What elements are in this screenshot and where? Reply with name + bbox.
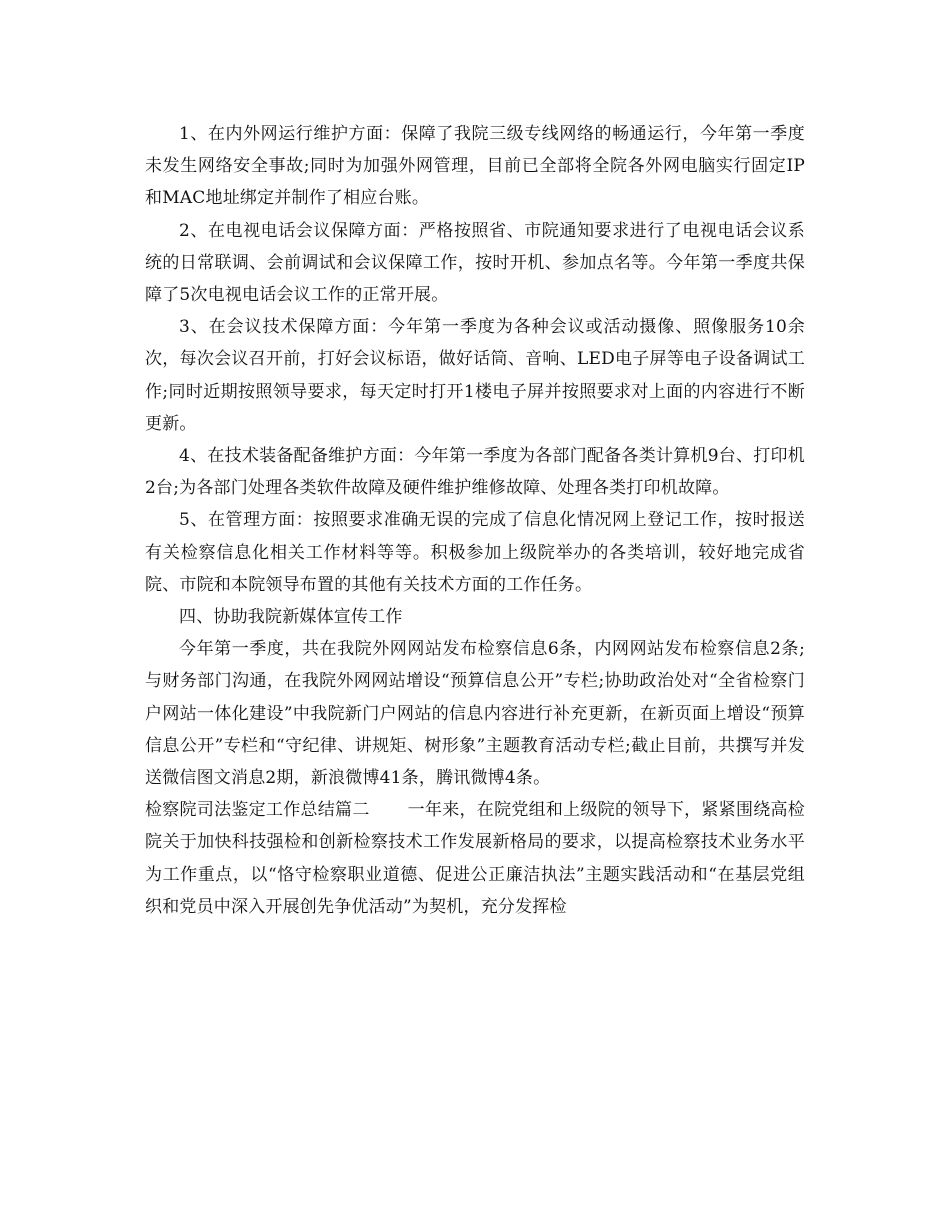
- section-two-title: 检察院司法鉴定工作总结篇二: [145, 800, 370, 821]
- paragraph-meeting-support: 3、在会议技术保障方面：今年第一季度为各种会议或活动摄像、照像服务10余次，每次会议召开前，打好会议标语，做好话筒、音响、LED电子屏等电子设备调试工作;同时近期按照领导要求，每天定时打开1楼电子屏并按照要求对上面的内容进行不断更新。: [145, 317, 805, 434]
- section-heading-new-media: 四、协助我院新媒体宣传工作: [179, 607, 403, 628]
- paragraph-network-maintenance: 1、在内外网运行维护方面：保障了我院三级专线网络的畅通运行，今年第一季度未发生网络安全事故;同时为加强外网管理，目前已全部将全院各外网电脑实行固定IP和MAC地址绑定并制作了相应台账。: [145, 124, 805, 209]
- paragraph-new-media: 今年第一季度，共在我院外网网站发布检察信息6条，内网网站发布检察信息2条;与财务部门沟通，在我院外网网站增设“预算信息公开”专栏;协助政治处对“全省检察门户网站一体化建设”中我院新门户网站的信息内容进行补充更新，在新页面上增设“预算信息公开”专栏和“守纪律、讲规矩、树形象”主题教育活动专栏;截止目前，共撰写并发送微信图文消息2期，新浪微博41条，腾讯微博4条。: [145, 639, 805, 789]
- paragraph-equipment: 4、在技术装备配备维护方面：今年第一季度为各部门配备各类计算机9台、打印机2台;为各部门处理各类软件故障及硬件维护维修故障、处理各类打印机故障。: [145, 446, 805, 499]
- paragraph-teleconference: 2、在电视电话会议保障方面：严格按照省、市院通知要求进行了电视电话会议系统的日常联调、会前调试和会议保障工作，按时开机、参加点名等。今年第一季度共保障了5次电视电话会议工作的正常开展。: [145, 220, 805, 306]
- document-body: [145, 118, 805, 923]
- paragraph-management: 5、在管理方面：按照要求准确无误的完成了信息化情况网上登记工作，按时报送有关检察信息化相关工作材料等等。积极参加上级院举办的各类培训，较好地完成省院、市院和本院领导布置的其他有关技术方面的工作任务。: [145, 510, 805, 595]
- section-two-text: 一年来，在院党组和上级院的领导下，紧紧围绕高检院关于加快科技强检和创新检察技术工作发展新格局的要求，以提高检察技术业务水平为工作重点，以“恪守检察职业道德、促进公正廉洁执法”主题实践活动和“在基层党组织和党员中深入开展创先争优活动”为契机，充分发挥检: [145, 800, 805, 917]
- paragraph-section-two: [145, 794, 805, 923]
